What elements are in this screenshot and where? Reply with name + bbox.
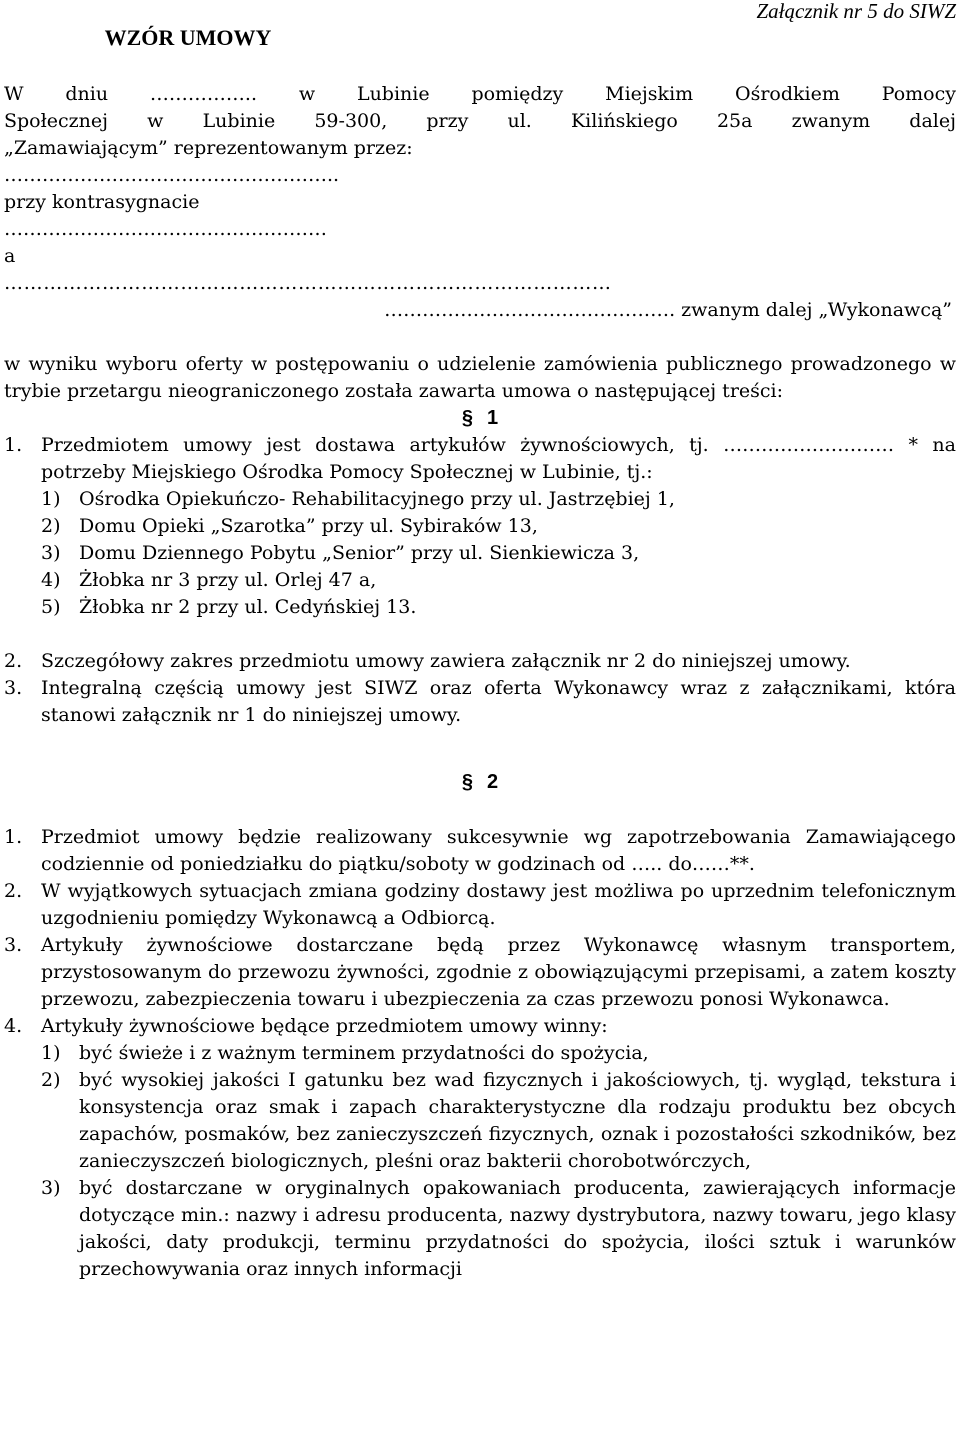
sub-list-item [4, 540, 956, 567]
section-number: 2 [487, 771, 499, 793]
sub-item-number: 3) [41, 1177, 61, 1199]
sub-item-number: 4) [41, 569, 61, 591]
intro-line: Społecznej w Lubinie 59-300, przy ul. Kilińskiego 25a zwanym dalej [4, 110, 956, 132]
list-item [4, 824, 956, 878]
sub-item-number: 5) [41, 596, 61, 618]
sub-item-number: 1) [41, 488, 61, 510]
section-symbol-icon: § [461, 771, 473, 793]
sub-list-item [4, 1067, 956, 1175]
item-number: 1. [4, 434, 23, 456]
item-text: Szczegółowy zakres przedmiotu umowy zawiera załącznik nr 2 do niniejszej umowy. [41, 650, 851, 672]
document-title: WZÓR UMOWY [104, 25, 272, 50]
intro-contractor-line: ………………………………………. zwanym dalej „Wykonawcą” [384, 299, 952, 321]
item-text: Integralną częścią umowy jest SIWZ oraz oferta Wykonawcy wraz z załącznikami, która stanowi załącznik nr 1 do niniejszej umowy. [41, 677, 956, 726]
sub-item-text: być świeże i z ważnym terminem przydatności do spożycia, [79, 1042, 649, 1064]
section-number: 1 [487, 407, 499, 429]
sub-item-number: 3) [41, 542, 61, 564]
sub-list-item [4, 1175, 956, 1283]
item-number: 3. [4, 677, 23, 699]
sub-item-number: 1) [41, 1042, 61, 1064]
sub-list-item [4, 1040, 956, 1067]
intro-line: a [4, 245, 16, 267]
sub-list-item [4, 594, 956, 621]
list-item [4, 932, 956, 1013]
sub-item-text: Żłobka nr 2 przy ul. Cedyńskiej 13. [79, 596, 417, 618]
sub-item-text: być wysokiej jakości I gatunku bez wad fizycznych i jakościowych, tj. wygląd, tekstura i konsystencja oraz smak i zapach charakterystyczne dla rodzaju produktu bez obcych zapachów, posmaków, bez zanieczyszczeń fizycznych, oznak i pozostałości szkodników, bez zanieczyszczeń biologicznych, pleśni oraz bakterii chorobotwórczych, [79, 1069, 956, 1172]
list-item [4, 648, 956, 675]
sub-item-number: 2) [41, 515, 61, 537]
sub-list-item [4, 513, 956, 540]
intro-line: W dniu …………….. w Lubinie pomiędzy Miejskim Ośrodkiem Pomocy [4, 83, 956, 105]
sub-list-item [4, 567, 956, 594]
item-number: 3. [4, 934, 23, 956]
item-number: 2. [4, 650, 23, 672]
item-number: 1. [4, 826, 23, 848]
item-text: W wyjątkowych sytuacjach zmiana godziny dostawy jest możliwa po uprzednim telefonicznym uzgodnieniu pomiędzy Wykonawcą a Odbiorcą. [41, 880, 956, 929]
item-text: Przedmiotem umowy jest dostawa artykułów żywnościowych, tj. ……………………… * na potrzeby Miejskiego Ośrodka Pomocy Społecznej w Lubinie, tj.: [41, 434, 956, 483]
item-text: Artykuły żywnościowe będące przedmiotem umowy winny: [41, 1015, 608, 1037]
section-1-heading [4, 405, 956, 432]
item-text: Przedmiot umowy będzie realizowany sukcesywnie wg zapotrzebowania Zamawiającego codziennie od poniedziałku do piątku/soboty w godzinach od ….. do……**. [41, 826, 956, 875]
section-2-heading [4, 769, 956, 796]
section-symbol-icon: § [461, 407, 473, 429]
sub-item-text: Ośrodka Opiekuńczo- Rehabilitacyjnego przy ul. Jastrzębiej 1, [79, 488, 675, 510]
sub-item-text: być dostarczane w oryginalnych opakowaniach producenta, zawierających informacje dotyczące min.: nazwy i adresu producenta, nazwy dystrybutora, nazwy towaru, jego klasy jakości, daty produkcji, terminu przydatności do spożycia, ilości sztuk i warunków przechowywania oraz innych informacji [79, 1177, 956, 1280]
list-item [4, 432, 956, 486]
intro-dots: …………………………………………….. [4, 164, 340, 186]
contract-intro [4, 81, 956, 1283]
sub-item-text: Domu Opieki „Szarotka” przy ul. Sybiraków 13, [79, 515, 538, 537]
intro-line: „Zamawiającym” reprezentowanym przez: [4, 137, 413, 159]
list-item [4, 1013, 956, 1040]
intro-dots: ………………………………………………………………………………… [4, 272, 612, 294]
sub-item-text: Żłobka nr 3 przy ul. Orlej 47 a, [79, 569, 377, 591]
sub-list-item [4, 486, 956, 513]
intro-dots: …………………………………………… [4, 218, 327, 240]
list-item [4, 878, 956, 932]
item-text: Artykuły żywnościowe dostarczane będą przez Wykonawcę własnym transportem, przystosowanym do przewozu żywności, zgodnie z obowiązującymi przepisami, a zatem koszty przewozu, zabezpieczenia towaru i ubezpieczenia za czas przewozu ponosi Wykonawca. [41, 934, 956, 1010]
item-number: 2. [4, 880, 23, 902]
sub-item-text: Domu Dziennego Pobytu „Senior” przy ul. Sienkiewicza 3, [79, 542, 640, 564]
intro-line: przy kontrasygnacie [4, 191, 200, 213]
item-number: 4. [4, 1015, 23, 1037]
attachment-label: Załącznik nr 5 do SIWZ [756, 0, 956, 23]
intro-paragraph: w wyniku wyboru oferty w postępowaniu o udzielenie zamówienia publicznego prowadzonego w trybie przetargu nieograniczonego została zawarta umowa o następującej treści: [4, 353, 956, 402]
list-item [4, 675, 956, 729]
sub-item-number: 2) [41, 1069, 61, 1091]
